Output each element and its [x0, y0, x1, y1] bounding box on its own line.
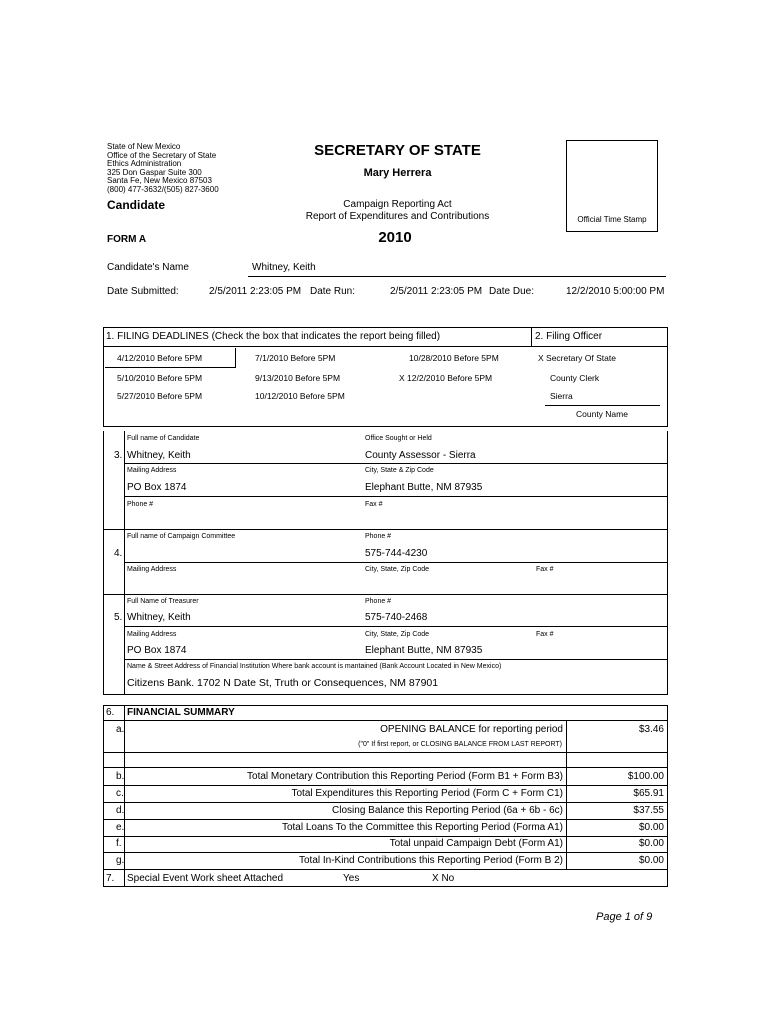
- special-event-yes[interactable]: Yes: [343, 873, 360, 884]
- row-divider: [103, 767, 668, 768]
- section-number: 7.: [106, 873, 115, 884]
- filing-deadlines-title: 1. FILING DEADLINES (Check the box that indicates the report being filled): [106, 331, 441, 342]
- section1-header-line: [103, 346, 668, 347]
- deadline-option[interactable]: 7/1/2010 Before 5PM: [255, 353, 336, 363]
- section-divider: [103, 529, 668, 530]
- financial-row-value: $0.00: [638, 838, 664, 849]
- date-submitted-label: Date Submitted:: [107, 286, 179, 297]
- section-number: 5.: [114, 612, 123, 623]
- secretary-name: Mary Herrera: [363, 167, 432, 179]
- report-title: Report of Expenditures and Contributions: [305, 211, 490, 222]
- candidate-full-name: Whitney, Keith: [127, 450, 191, 461]
- row-divider: [124, 463, 668, 464]
- agency-line: Ethics Administration: [107, 159, 182, 168]
- deadline-option[interactable]: 10/28/2010 Before 5PM: [409, 353, 499, 363]
- deadline-divider: [105, 367, 235, 368]
- office-sought-label: Office Sought or Held: [365, 435, 432, 442]
- opening-balance-note: ("0" If first report, or CLOSING BALANCE FROM LAST REPORT): [358, 741, 562, 748]
- county-name-label: County Name: [576, 409, 628, 419]
- opening-balance-label: OPENING BALANCE for reporting period: [380, 724, 563, 735]
- row-divider: [124, 496, 668, 497]
- financial-row-value: $100.00: [627, 771, 664, 782]
- financial-row-label: Closing Balance this Reporting Period (6a + 6b - 6c): [332, 805, 563, 816]
- agency-line: Office of the Secretary of State: [107, 150, 217, 160]
- treasurer-name-value: Whitney, Keith: [127, 612, 191, 623]
- treasurer-city-value: Elephant Butte, NM 87935: [365, 645, 483, 656]
- date-due-label: Date Due:: [489, 286, 535, 297]
- date-due-value: 12/2/2010 5:00:00 PM: [566, 286, 665, 297]
- committee-phone-value: 575-744-4230: [365, 548, 428, 559]
- county-underline: [545, 405, 660, 406]
- financial-row-value: $65.91: [633, 788, 664, 799]
- city-state-zip-label: City, State, Zip Code: [365, 566, 430, 573]
- mailing-address-label: Mailing Address: [127, 467, 177, 474]
- bank-label: Name & Street Address of Financial Institution Where bank account is mantained (Bank Account Located in New Mexico): [127, 663, 502, 670]
- mailing-address-value: PO Box 1874: [127, 482, 187, 493]
- treasurer-mailing-value: PO Box 1874: [127, 645, 187, 656]
- financial-row-label: Total In-Kind Contributions this Reporting Period (Form B 2): [298, 855, 563, 866]
- page-title: SECRETARY OF STATE: [314, 142, 481, 159]
- row-divider: [103, 836, 668, 837]
- deadline-divider: [235, 348, 236, 368]
- report-year: 2010: [378, 229, 412, 246]
- page-number: Page 1 of 9: [596, 911, 653, 923]
- candidate-name-underline: [248, 276, 666, 277]
- opening-balance-value: $3.46: [638, 724, 664, 735]
- section-frame-left: [103, 431, 104, 694]
- special-event-label: Special Event Work sheet Attached: [127, 873, 284, 884]
- candidate-name-label: Candidate's Name: [107, 262, 189, 273]
- row-divider: [103, 802, 668, 803]
- financial-row-label: Total unpaid Campaign Debt (Form A1): [389, 838, 563, 849]
- section-frame-bottom: [103, 694, 668, 695]
- county-value: Sierra: [550, 391, 573, 401]
- agency-line: 325 Don Gaspar Suite 300: [107, 167, 202, 177]
- row-letter: g.: [116, 855, 125, 866]
- row-divider: [103, 869, 668, 870]
- candidate-name-value: Whitney, Keith: [252, 262, 316, 273]
- city-state-zip-label: City, State, Zip Code: [365, 631, 430, 638]
- city-state-zip-value: Elephant Butte, NM 87935: [365, 482, 483, 493]
- row-divider: [103, 785, 668, 786]
- deadline-option-selected[interactable]: X 12/2/2010 Before 5PM: [399, 373, 493, 383]
- phone-label: Phone #: [127, 501, 154, 508]
- phone-label: Phone #: [365, 598, 392, 605]
- section-number: 4.: [114, 548, 123, 559]
- agency-line: Santa Fe, New Mexico 87503: [107, 176, 212, 185]
- fax-label: Fax #: [365, 501, 383, 508]
- deadline-option[interactable]: 5/10/2010 Before 5PM: [117, 373, 203, 383]
- row-divider: [124, 659, 668, 660]
- section2-divider: [531, 327, 532, 347]
- special-event-no-selected[interactable]: X No: [432, 873, 455, 884]
- section-number: 6.: [106, 707, 115, 718]
- financial-row-value: $37.55: [633, 805, 664, 816]
- filing-officer-option-selected[interactable]: X Secretary Of State: [538, 353, 616, 363]
- fax-label: Fax #: [536, 631, 554, 638]
- city-state-zip-label: City, State & Zip Code: [365, 467, 434, 474]
- mailing-address-label: Mailing Address: [127, 566, 177, 573]
- row-letter: a.: [116, 724, 125, 735]
- financial-row-label: Total Loans To the Committee this Reporting Period (Forma A1): [281, 822, 563, 833]
- mailing-address-label: Mailing Address: [127, 631, 177, 638]
- deadline-option[interactable]: 5/27/2010 Before 5PM: [117, 391, 203, 401]
- deadline-option[interactable]: 9/13/2010 Before 5PM: [255, 373, 341, 383]
- date-submitted-value: 2/5/2011 2:23:05 PM: [209, 286, 302, 297]
- financial-row-label: Total Expenditures this Reporting Period (Form C + Form C1): [291, 788, 563, 799]
- filing-officer-option[interactable]: County Clerk: [550, 373, 600, 383]
- row-divider: [103, 819, 668, 820]
- full-name-candidate-label: Full name of Candidate: [127, 435, 200, 442]
- row-divider: [103, 852, 668, 853]
- treasurer-phone-value: 575-740-2468: [365, 612, 428, 623]
- row-letter: e.: [116, 822, 125, 833]
- financial-summary-title: FINANCIAL SUMMARY: [127, 707, 235, 718]
- row-divider: [124, 626, 668, 627]
- section-divider: [103, 594, 668, 595]
- section-number: 3.: [114, 450, 123, 461]
- agency-address: [107, 143, 219, 194]
- date-run-label: Date Run:: [310, 286, 356, 297]
- campaign-committee-label: Full name of Campaign Committee: [127, 533, 236, 540]
- row-letter: d.: [116, 805, 125, 816]
- financial-row-value: $0.00: [638, 855, 664, 866]
- row-letter: f.: [116, 838, 122, 849]
- office-sought-value: County Assessor - Sierra: [365, 450, 476, 461]
- agency-line: (800) 477-3632/(505) 827-3600: [107, 184, 219, 194]
- fax-label: Fax #: [536, 566, 554, 573]
- agency-line: State of New Mexico: [107, 142, 181, 151]
- candidate-heading: Candidate: [107, 198, 166, 212]
- row-letter: c.: [116, 788, 124, 799]
- row-letter: b.: [116, 771, 125, 782]
- act-name: Campaign Reporting Act: [343, 199, 452, 210]
- row-divider: [103, 752, 668, 753]
- financial-row-label: Total Monetary Contribution this Reporting Period (Form B1 + Form B3): [247, 771, 563, 782]
- treasurer-label: Full Name of Treasurer: [127, 598, 199, 605]
- value-column-divider: [566, 720, 567, 870]
- form-label: FORM A: [107, 234, 147, 245]
- phone-label: Phone #: [365, 533, 392, 540]
- row-divider: [124, 562, 668, 563]
- deadline-option[interactable]: 4/12/2010 Before 5PM: [117, 353, 203, 363]
- financial-row-value: $0.00: [638, 822, 664, 833]
- date-run-value: 2/5/2011 2:23:05 PM: [390, 286, 483, 297]
- bank-value: Citizens Bank. 1702 N Date St, Truth or Consequences, NM 87901: [127, 677, 439, 689]
- deadline-option[interactable]: 10/12/2010 Before 5PM: [255, 391, 345, 401]
- row-divider: [103, 720, 668, 721]
- time-stamp-label: Official Time Stamp: [577, 215, 647, 224]
- filing-officer-title: 2. Filing Officer: [535, 331, 603, 342]
